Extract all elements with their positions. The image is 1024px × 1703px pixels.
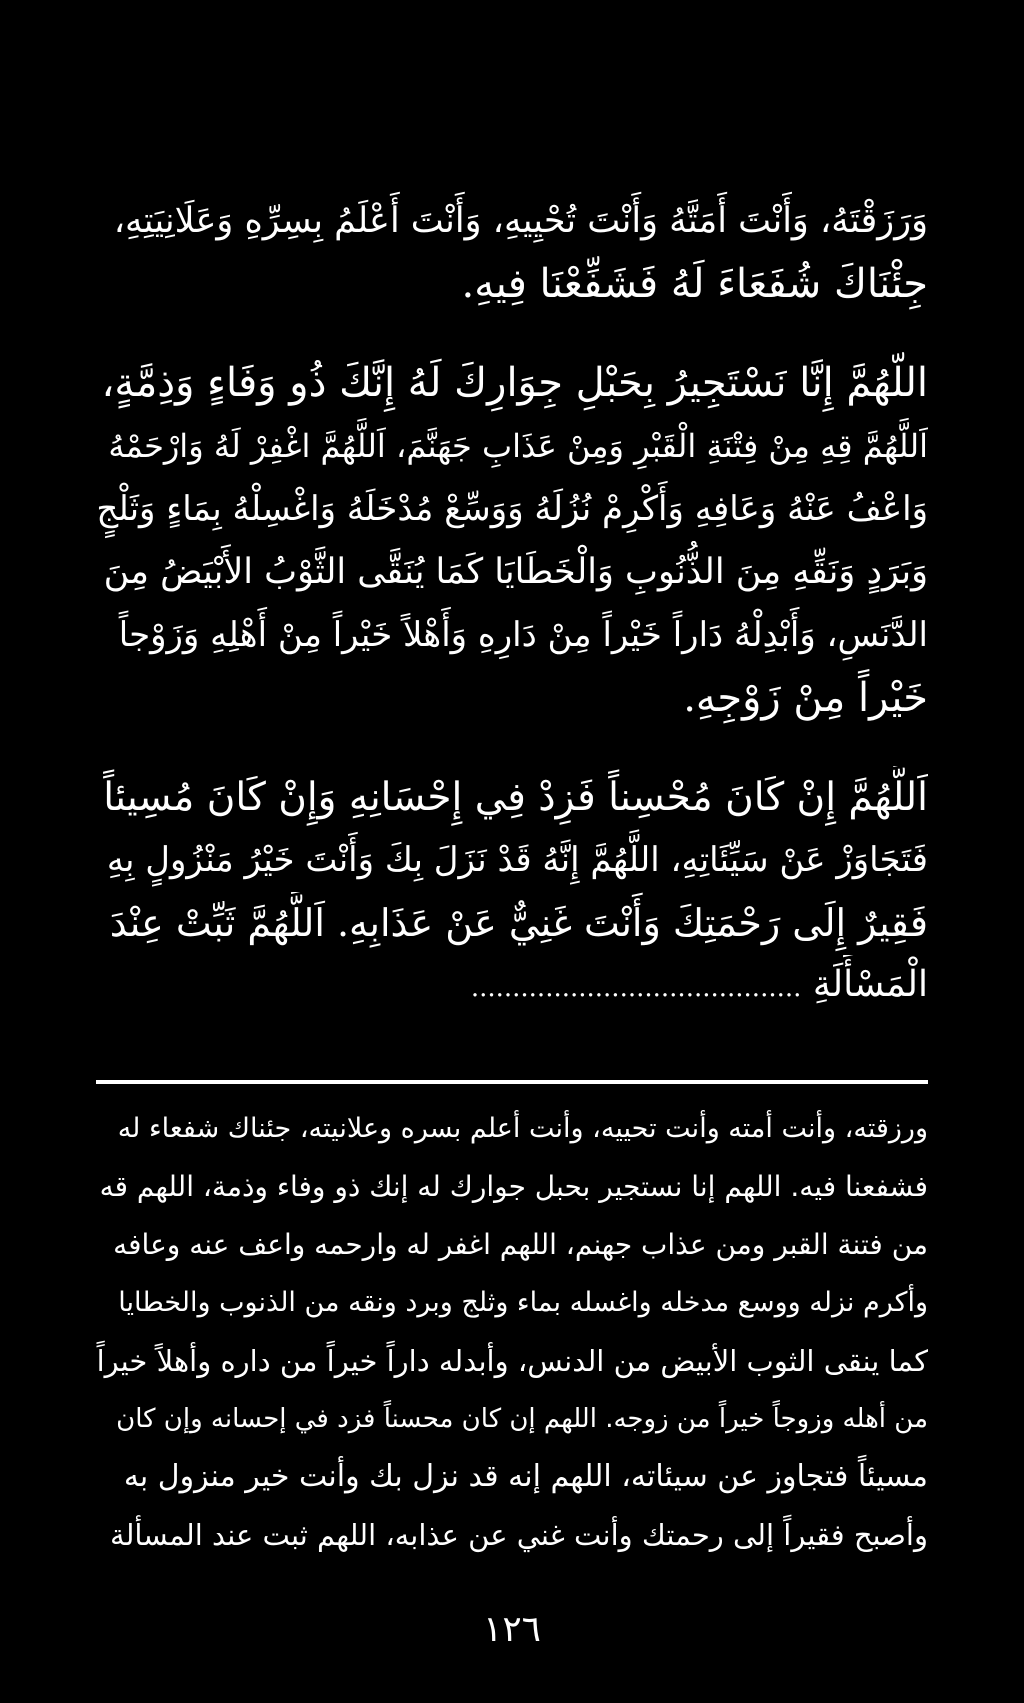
text-line: خَيْراً مِنْ زَوْجِهِ.	[683, 675, 928, 721]
text-line: الْمَسْأَلَةِ	[812, 964, 928, 1005]
paragraph-2	[96, 352, 928, 730]
plain-text-gloss	[96, 1100, 928, 1564]
text-line: وَرَزَقْتَهُ، وَأَنْتَ أَمَتَّهُ وَأَنْتَ تُحْيِيهِ، وَأَنْتَ أَعْلَمُ بِسِرِّهِ وَعَلَانِيَتِهِ،	[113, 201, 928, 241]
text-line: اَللَّهُمَّ إِنْ كَانَ مُحْسِناً فَزِدْ فِي إِحْسَانِهِ وَإِنْ كَانَ مُسِيئاً	[103, 775, 928, 820]
page-number: ١٢٦	[482, 1609, 541, 1650]
gloss-line: من أهله وزوجاً خيراً من زوجه. اللهم إن كان محسناً فزد في إحسانه وإن كان	[116, 1404, 928, 1434]
gloss-line: فشفعنا فيه. اللهم إنا نستجير بحبل جوارك له إنك ذو وفاء وذمة، اللهم قه	[99, 1170, 928, 1203]
text-line: فَتَجَاوَزْ عَنْ سَيِّئَاتِهِ، اللَّهُمَّ إِنَّهُ قَدْ نَزَلَ بِكَ وَأَنْتَ خَيْرُ مَنْزُولٍ بِهِ	[106, 840, 928, 880]
text-line-with-dots	[96, 955, 928, 1018]
text-line: جِئْنَاكَ شُفَعَاءَ لَهُ فَشَفِّعْنَا فِيهِ.	[461, 261, 928, 307]
gloss-line: وأصبح فقيراً إلى رحمتك وأنت غني عن عذابه، اللهم ثبت عند المسألة	[110, 1518, 928, 1552]
text-line: وَاعْفُ عَنْهُ وَعَافِهِ وَأَكْرِمْ نُزُلَهُ وَوَسِّعْ مُدْخَلَهُ وَاغْسِلْهُ بِمَاءٍ وَثَلْجٍ	[96, 489, 928, 529]
paragraph-3	[96, 766, 928, 1018]
divider-rule	[96, 1080, 928, 1084]
text-line: وَبَرَدٍ وَنَقِّهِ مِنَ الذُّنُوبِ وَالْخَطَايَا كَمَا يُنَقَّى الثَّوْبُ الأَبْيَضُ مِنَ	[103, 552, 928, 592]
text-line: الدَّنَسِ، وَأَبْدِلْهُ دَاراً خَيْراً مِنْ دَارِهِ وَأَهْلاً خَيْراً مِنْ أَهْلِهِ وَزَوْجاً	[118, 615, 928, 655]
gloss-line: مسيئاً فتجاوز عن سيئاته، اللهم إنه قد نزل بك وأنت خير منزول به	[123, 1459, 928, 1494]
gloss-line: من فتنة القبر ومن عذاب جهنم، اللهم اغفر له وارحمه واعف عنه وعافه	[113, 1228, 928, 1261]
text-line: اللَّهُمَّ إِنَّا نَسْتَجِيرُ بِحَبْلِ جِوَارِكَ لَهُ إِنَّكَ ذُو وَفَاءٍ وَذِمَّةٍ،	[101, 360, 928, 406]
gloss-line: كما ينقى الثوب الأبيض من الدنس، وأبدله داراً خيراً من داره وأهلاً خيراً	[96, 1344, 928, 1378]
main-vocalized-text	[96, 190, 928, 1018]
paragraph-1	[96, 190, 928, 316]
gloss-line: ورزقته، وأنت أمته وأنت تحييه، وأنت أعلم بسره وعلانيته، جئناك شفعاء له	[117, 1113, 928, 1144]
text-line: اَللَّهُمَّ قِهِ مِنْ فِتْنَةِ الْقَبْرِ وَمِنْ عَذَابِ جَهَنَّمَ، اَللَّهُمَّ اغْفِرْ لَهُ وَارْحَمْهُ	[108, 427, 928, 465]
continuation-dots: ........................................	[470, 973, 802, 1003]
gloss-line: وأكرم نزله ووسع مدخله واغسله بماء وثلج وبرد ونقه من الذنوب والخطايا	[118, 1287, 928, 1318]
text-line: فَقِيرٌ إِلَى رَحْمَتِكَ وَأَنْتَ غَنِيٌّ عَنْ عَذَابِهِ. اَللَّهُمَّ ثَبِّتْ عِنْدَ	[109, 901, 928, 945]
